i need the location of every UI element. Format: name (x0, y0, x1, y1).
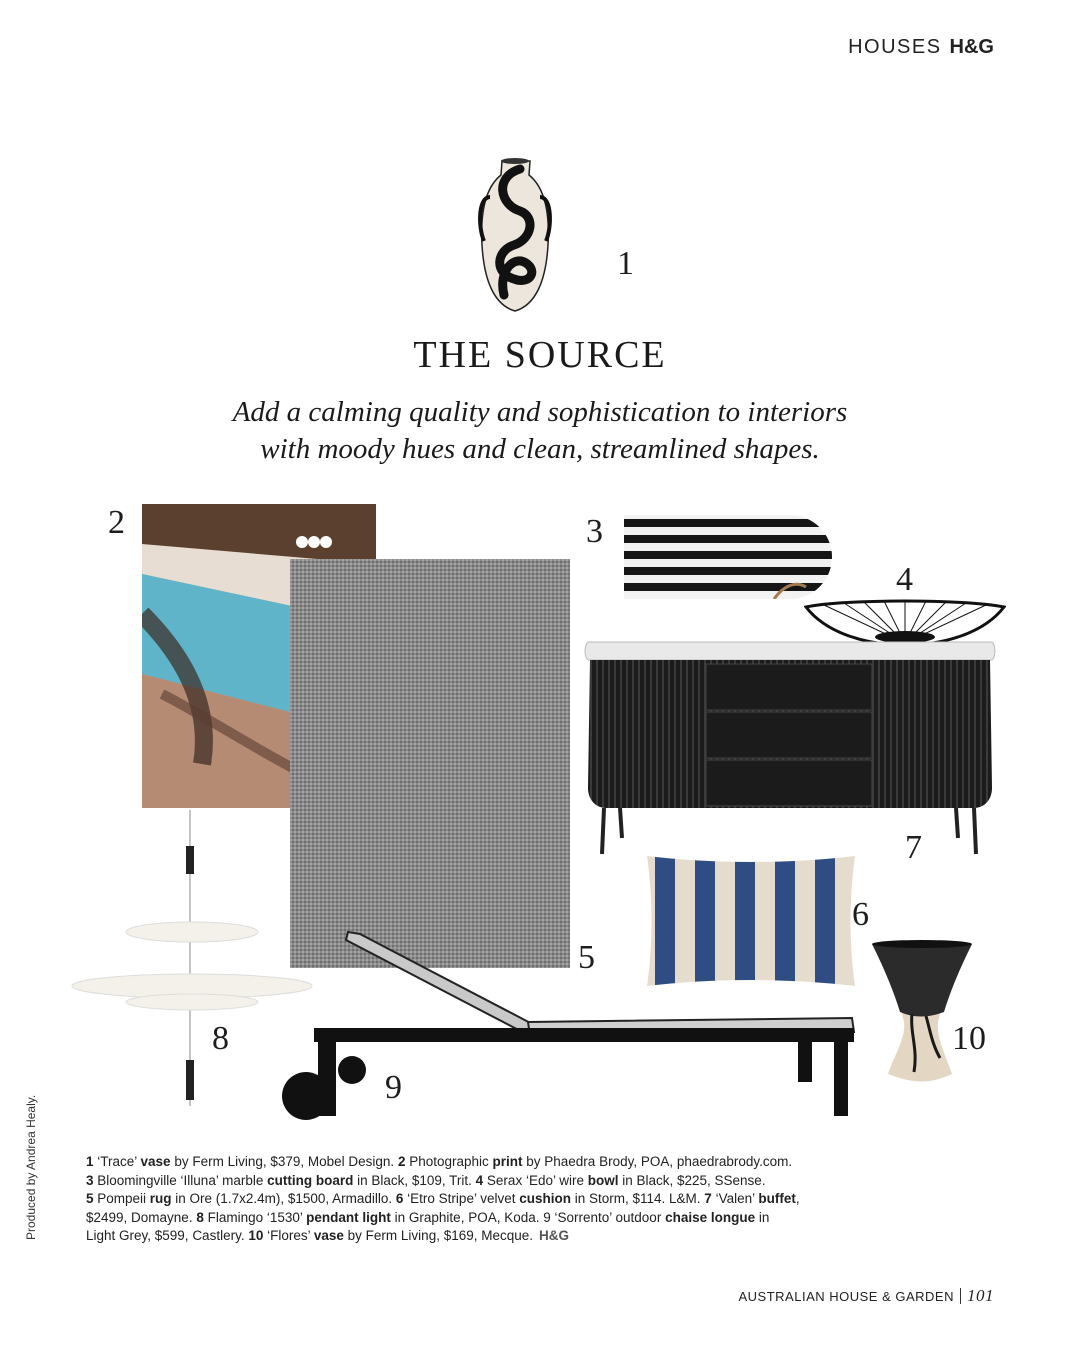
flores-vase-image (870, 938, 974, 1086)
item-number-4: 4 (896, 561, 913, 598)
caption-segment: Bloomingville ‘Illuna’ marble (93, 1172, 268, 1188)
page-subtitle (0, 394, 1080, 468)
page-footer (739, 1286, 995, 1306)
caption-segment: Serax ‘Edo’ wire (483, 1172, 588, 1188)
item-number-1: 1 (617, 245, 634, 282)
caption-segment: pendant light (306, 1209, 391, 1225)
producer-credit: Produced by Andrea Healy. (24, 1094, 38, 1240)
page-number: 101 (967, 1286, 994, 1305)
brand-logo: H&G (949, 36, 994, 58)
caption-segment: 1 (86, 1154, 98, 1169)
caption-segment: Photographic (405, 1154, 493, 1169)
caption-segment: by Phaedra Brody, POA, phaedrabrody.com. (522, 1154, 793, 1169)
caption-segment: 2 (397, 1154, 406, 1169)
caption-segment: print (492, 1154, 523, 1169)
caption-sign-logo: H&G (539, 1228, 570, 1243)
item-number-5: 5 (578, 939, 595, 976)
trace-vase-image (474, 155, 556, 315)
caption-segment: in Black, $225, SSense. (618, 1172, 766, 1188)
caption-segment: Pompeii (93, 1191, 150, 1206)
item-number-3: 3 (586, 513, 603, 550)
caption-segment: cushion (519, 1191, 571, 1206)
page-title: THE SOURCE (413, 334, 667, 376)
caption-segment: in Graphite, POA, Koda. 9 ‘Sorrento’ outdoor (390, 1209, 666, 1225)
item-number-6: 6 (852, 896, 869, 933)
pompeii-rug-image (290, 559, 570, 968)
marble-cutting-board-image (624, 515, 832, 599)
caption-segment: in (755, 1209, 770, 1225)
publication-name: AUSTRALIAN HOUSE & GARDEN (738, 1289, 954, 1304)
product-captions (86, 1153, 826, 1246)
caption-line (86, 1209, 826, 1228)
item-number-8: 8 (212, 1020, 229, 1057)
caption-segment: 3 (86, 1172, 94, 1188)
caption-segment: Flamingo ‘1530’ (203, 1209, 307, 1225)
caption-segment: in Black, $109, Trit. (353, 1172, 476, 1188)
caption-segment: cutting board (267, 1172, 354, 1188)
footer-divider (960, 1288, 961, 1304)
caption-segment: bowl (587, 1172, 619, 1188)
caption-line (86, 1153, 826, 1172)
item-number-9: 9 (385, 1069, 402, 1106)
item-number-7: 7 (905, 829, 922, 866)
caption-segment: ‘Trace’ (97, 1154, 141, 1169)
caption-segment: in Ore (1.7x2.4m), $1500, Armadillo. (171, 1191, 396, 1206)
caption-segment: chaise longue (665, 1209, 756, 1225)
valen-buffet-image (584, 638, 996, 858)
item-number-2: 2 (108, 504, 125, 541)
caption-line (86, 1172, 826, 1191)
caption-segment: vase (140, 1154, 171, 1169)
caption-segment: Light Grey, $599, Castlery. (86, 1228, 249, 1243)
caption-segment: by Ferm Living, $379, Mobel Design. (170, 1154, 398, 1169)
caption-segment: ‘Valen’ (711, 1191, 759, 1206)
section-header (848, 36, 994, 59)
caption-segment: in Storm, $114. L&M. (570, 1191, 705, 1206)
caption-line (86, 1190, 826, 1209)
caption-segment: buffet (758, 1191, 796, 1206)
caption-segment: rug (149, 1191, 172, 1206)
caption-segment: 7 (704, 1191, 712, 1206)
section-label: HOUSES (848, 36, 942, 58)
caption-segment: 4 (475, 1172, 484, 1188)
caption-segment: , (795, 1191, 800, 1206)
subtitle-line-2: with moody hues and clean, streamlined shapes. (260, 433, 820, 465)
caption-segment: by Ferm Living, $169, Mecque. (343, 1228, 534, 1243)
sorrento-chaise-longue-image (278, 930, 858, 1126)
item-number-10: 10 (952, 1020, 986, 1057)
caption-segment: 6 (395, 1191, 404, 1206)
caption-segment: 10 (248, 1228, 264, 1243)
subtitle-line-1: Add a calming quality and sophistication to interiors (232, 396, 848, 428)
caption-segment: ‘Etro Stripe’ velvet (403, 1191, 520, 1206)
caption-segment: 8 (196, 1209, 204, 1225)
caption-segment: ‘Flores’ (263, 1228, 314, 1243)
caption-segment: 5 (86, 1191, 94, 1206)
caption-line (86, 1227, 826, 1246)
caption-segment: vase (313, 1228, 344, 1243)
caption-segment: $2499, Domayne. (86, 1209, 197, 1225)
